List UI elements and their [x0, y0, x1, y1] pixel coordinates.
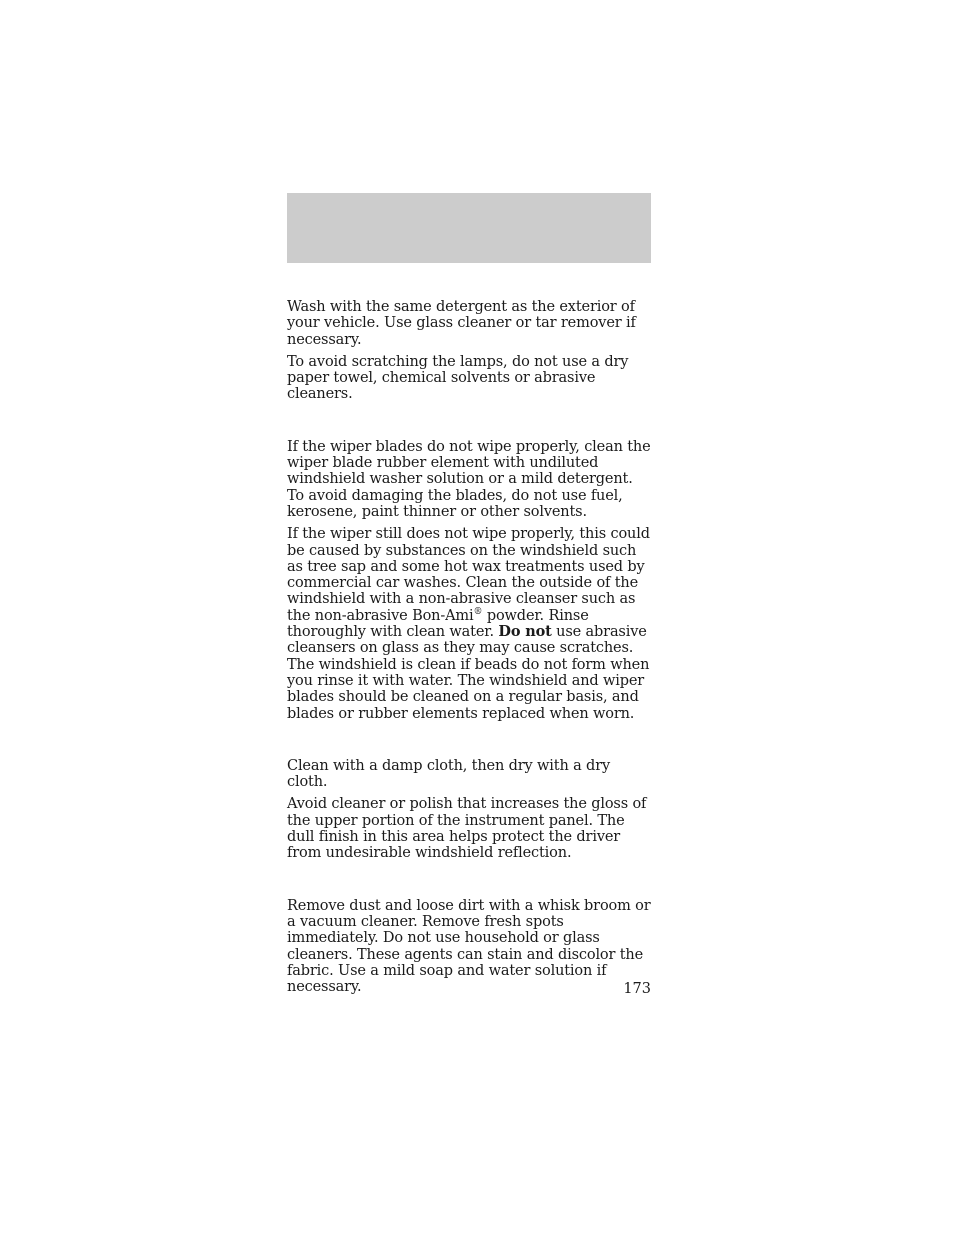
interior-paragraph-1: Remove dust and loose dirt with a whisk broom or a vacuum cleaner. Remove fresh spots immediately. Do not use household or glass cleaners. These agents can stain and discolor the fabric. Use a mild soap and water solution if necessary. — [287, 897, 651, 996]
section-divider — [287, 409, 653, 439]
lamps-paragraph-1: Wash with the same detergent as the exterior of your vehicle. Use glass cleaner or tar remover if necessary. — [287, 299, 636, 348]
wipers-paragraph-2-text-c: use abrasive cleansers on glass as they may cause scratches. The windshield is clean if beads do not form when you rinse it with water. The windshield and wiper blades should be cleaned on a regular basis, and blades or rubber elements replaced when worn. — [287, 624, 650, 722]
section-header-band — [287, 193, 651, 263]
registered-mark: ® — [473, 606, 483, 617]
wipers-paragraph-2-text-a: If the wiper still does not wipe properly, this could be caused by substances on the windshield such as tree sap and some hot wax treatments used by commercial car washes. Clean the outside of the windshield with a non-abrasive cleanser such as the non-abrasive Bon-Ami — [287, 526, 650, 624]
wipers-paragraph-2 — [287, 526, 653, 722]
do-not-emphasis: Do not — [498, 623, 552, 641]
instrument-panel-paragraph-1: Clean with a damp cloth, then dry with a dry cloth. — [287, 757, 611, 791]
wipers-paragraph-2-text-b: powder. Rinse thoroughly with clean water. — [287, 607, 589, 641]
lamps-paragraph-2: To avoid scratching the lamps, do not use a dry paper towel, chemical solvents or abrasive cleaners. — [287, 353, 629, 403]
section-divider — [287, 728, 653, 758]
wipers-paragraph-1: If the wiper blades do not wipe properly, clean the wiper blade rubber element with undiluted windshield washer solution or a mild detergent. To avoid damaging the blades, do not use fuel, kerosene, paint thinner or other solvents. — [287, 438, 651, 520]
manual-page-content — [287, 299, 653, 1001]
instrument-panel-paragraph-2: Avoid cleaner or polish that increases the gloss of the upper portion of the instrument panel. The dull finish in this area helps protect the driver from undesirable windshield reflection. — [287, 796, 647, 862]
section-divider — [287, 868, 653, 898]
page-number: 173 — [623, 981, 651, 997]
